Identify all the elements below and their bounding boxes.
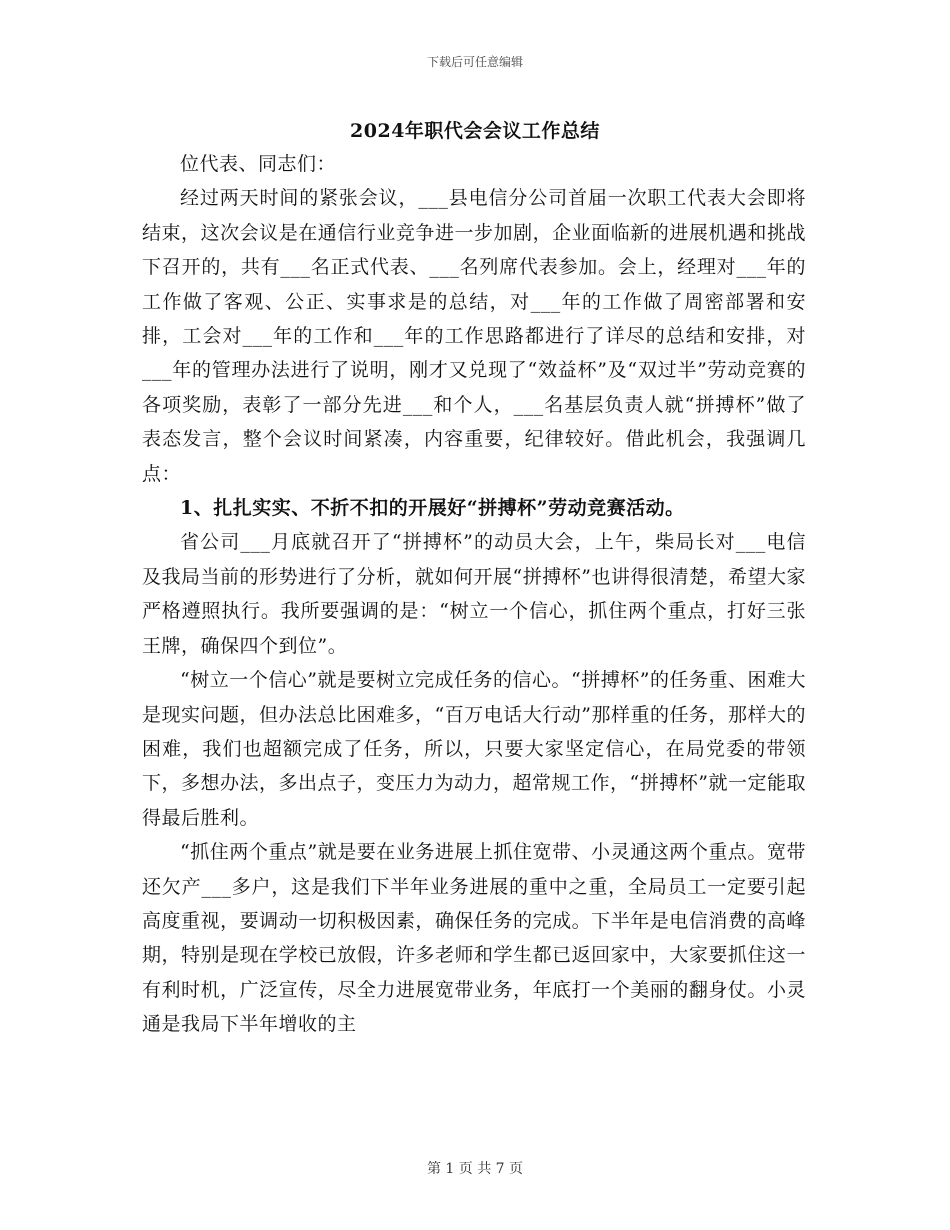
salutation-paragraph: 位代表、同志们：: [180, 153, 337, 175]
body-paragraph: 经过两天时间的紧张会议，___县电信分公司首届一次职工代表大会即将结束，这次会议是在通信行业竞争进一步加剧，企业面临新的进展机遇和挑战下召开的，共有___名正式代表、___名列席代表参加。会上，经理对___年的工作做了客观、公正、实事求是的总结，对___年的工作做了周密部署和安排，工会对___年的工作和___年的工作思路都进行了详尽的总结和安排，对___年的管理办法进行了说明，刚才又兑现了“效益杯”及“双过半”劳动竞赛的各项奖励，表彰了一部分先进___和个人，___名基层负责人就“拼搏杯”做了表态发言，整个会议时间紧凑，内容重要，纪律较好。借此机会，我强调几点：: [142, 187, 806, 485]
document-title: 2024年职代会会议工作总结: [350, 120, 600, 142]
body-paragraph: “抓住两个重点”就是要在业务进展上抓住宽带、小灵通这两个重点。宽带还欠产___多户，这是我们下半年业务进展的重中之重，全局员工一定要引起高度重视，要调动一切积极因素，确保任务的完成。下半年是电信消费的高峰期，特别是现在学校已放假，许多老师和学生都已返回家中，大家要抓住这一有利时机，广泛宣传，尽全力进展宽带业务，年底打一个美丽的翻身仗。小灵通是我局下半年增收的主: [142, 841, 806, 1036]
body-paragraph: 省公司___月底就召开了“拼搏杯”的动员大会，上午，柴局长对___电信及我局当前的形势进行了分析，就如何开展“拼搏杯”也讲得很清楚，希望大家严格遵照执行。我所要强调的是：“树立一个信心，抓住两个重点，打好三张王牌，确保四个到位”。: [142, 531, 806, 657]
section-heading: 1、扎扎实实、不折不扣的开展好“拼搏杯”劳动竞赛活动。: [180, 497, 685, 520]
page-number-footer: 第 1 页 共 7 页: [426, 1161, 524, 1177]
document-body: [142, 147, 806, 1042]
header-note: 下载后可任意编辑: [426, 55, 523, 69]
body-paragraph: “树立一个信心”就是要树立完成任务的信心。“拼搏杯”的任务重、困难大是现实问题，但办法总比困难多，“百万电话大行动”那样重的任务，那样大的困难，我们也超额完成了任务，所以，只要大家坚定信心，在局党委的带领下，多想办法，多出点子，变压力为动力，超常规工作，“拼搏杯”就一定能取得最后胜利。: [142, 669, 806, 829]
